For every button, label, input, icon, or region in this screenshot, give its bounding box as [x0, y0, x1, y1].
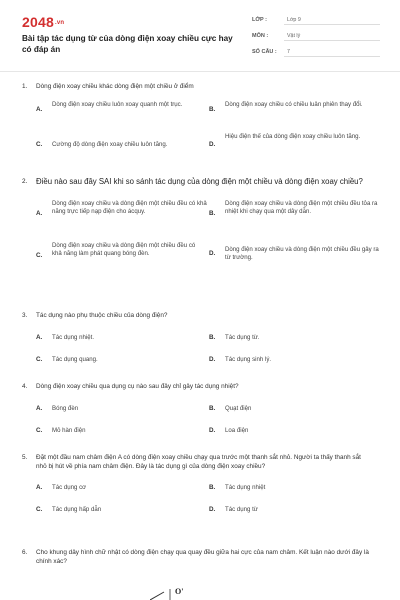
meta-class: LỚP : Lớp 9	[252, 14, 380, 26]
meta-question-count: SỐ CÂU : 7	[252, 46, 380, 58]
question-text: 4. Dòng điện xoay chiều qua dụng cụ nào sau đây chỉ gây tác dụng nhiệt?	[22, 383, 239, 390]
coil-edge-line	[150, 592, 164, 600]
page-title: Bài tập tác dụng từ của dòng điện xoay chiều cực hay có đáp án	[22, 34, 233, 54]
question-text: 5. Đặt một đầu nam châm điện A có dòng điện xoay chiều chạy qua trước một thanh sắt nhỏ. Người ta thấy thanh sắt nhỏ bị hút về phía nam châm điện. Đây là tác dụng gì của dòng điện xoay chiều?	[22, 454, 361, 470]
question-4: 4. Dòng điện xoay chiều qua dụng cụ nào sau đây chỉ gây tác dụng nhiệt? A. Bóng đèn B. Quạt điện C. Mỏ hàn điện D. Loa điện	[22, 382, 382, 435]
question-5: 5. Đặt một đầu nam châm điện A có dòng điện xoay chiều chạy qua trước một thanh sắt nhỏ. Người ta thấy thanh sắt nhỏ bị hút về phía nam châm điện. Đây là tác dụng gì của dòng điện xoay chiều? A. Tác dụng cơ B. Tác dụng nhiệt C. Tác dụng hấp dẫn D. Tác dụng từ	[22, 453, 382, 514]
question-6	[22, 548, 382, 566]
question-text: 1. Dòng điện xoay chiều khác dòng điện một chiều ở điểm	[22, 83, 194, 90]
question-text: 6. Cho khung dây hình chữ nhật có dòng điện chạy qua quay đều giữa hai cực của nam châm. Kết luận nào dưới đây là chính xác?	[22, 549, 369, 565]
question-1: 1. Dòng điện xoay chiều khác dòng điện một chiều ở điểm A. Dòng điện xoay chiều luôn xoay quanh một trục. B. Dòng điện xoay chiều có chiều luân phiên thay đổi. C. Cường độ dòng điện xoay chiều luôn tăng. D. Hiệu điện thế của dòng điện xoay chiều luôn tăng.	[22, 82, 382, 161]
coil-diagram	[150, 583, 210, 600]
question-text: 3. Tác dụng nào phụ thuộc chiều của dòng điện?	[22, 312, 168, 319]
site-logo[interactable]: 2048.vn	[22, 14, 65, 30]
worksheet-header	[0, 0, 400, 72]
question-3: 3. Tác dụng nào phụ thuộc chiều của dòng điện? A. Tác dụng nhiệt. B. Tác dụng từ. C. Tác dụng quang. D. Tác dụng sinh lý.	[22, 311, 382, 364]
meta-subject: MÔN : Vật lý	[252, 30, 380, 42]
question-2: 2. Điều nào sau đây SAI khi so sánh tác dụng của dòng điện một chiều và dòng điện xoay chiều? A. Dòng điện xoay chiều và dòng điện một chiều đều có khả năng trực tiếp nạp điện cho ácquy. B. Dòng điện xoay chiều và dòng điện một chiều đều tỏa ra nhiệt khi chạy qua một dây dẫn. C. Dòng điện xoay chiều và dòng điện một chiều đều có khả năng làm phát quang bóng đèn. D. Dòng điện xoay chiều và dòng điện một chiều đều gây ra từ trường.	[22, 176, 382, 270]
question-text: 2. Điều nào sau đây SAI khi so sánh tác dụng của dòng điện một chiều và dòng điện xoay chiều?	[22, 177, 363, 186]
coil-diagram-drawing	[150, 583, 210, 600]
axis-label-o-prime: O'	[175, 587, 184, 596]
